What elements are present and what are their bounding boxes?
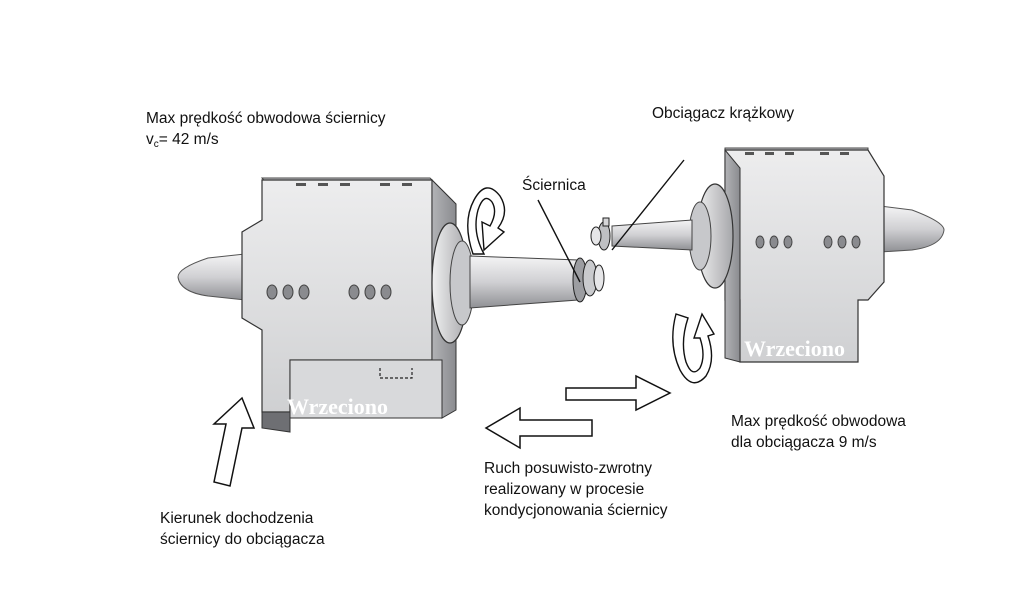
reciprocating-line1: Ruch posuwisto-zwrotny <box>484 460 652 477</box>
label-grinding-wheel <box>522 175 586 196</box>
max-speed-wheel-line1: Max prędkość obwodowa ściernicy <box>146 110 386 127</box>
approach-direction-arrow <box>214 398 254 486</box>
max-speed-wheel-value: = 42 m/s <box>158 131 219 148</box>
max-speed-wheel-v: v <box>146 131 154 148</box>
wheel-rotation-arrow <box>468 188 505 254</box>
reciprocating-line3: kondycjonowania ściernicy <box>484 502 668 519</box>
grinding-wheel-label-text: Ściernica <box>522 177 586 194</box>
label-approach-direction <box>160 508 325 550</box>
dresser-label-text: Obciągacz krążkowy <box>652 105 795 122</box>
label-max-speed-wheel <box>146 108 386 152</box>
left-housing-shadow <box>262 412 290 432</box>
max-speed-wheel-line2 <box>146 129 386 152</box>
max-speed-dresser-line1: Max prędkość obwodowa <box>731 413 906 430</box>
reciprocating-line2: realizowany w procesie <box>484 481 645 498</box>
right-nose-cone <box>880 206 944 252</box>
right-spindle <box>591 148 944 362</box>
reciprocating-arrow-left <box>486 408 592 448</box>
grinding-wheel <box>573 258 604 302</box>
left-spindle-label: Wrzeciono <box>287 394 389 419</box>
disc-dresser <box>591 218 610 250</box>
reciprocating-arrow-right <box>566 376 670 410</box>
dresser-rotation-arrow <box>673 314 714 383</box>
approach-line2: ściernicy do obciągacza <box>160 531 325 548</box>
left-nose-cone <box>178 254 245 300</box>
label-dresser <box>652 103 794 124</box>
label-max-speed-dresser <box>731 411 906 453</box>
left-spindle <box>178 178 604 432</box>
left-shaft <box>470 256 578 308</box>
right-housing-front <box>725 150 884 362</box>
max-speed-wheel-subscript: c <box>153 139 159 150</box>
max-speed-dresser-line2: dla obciągacza 9 m/s <box>731 434 877 451</box>
approach-line1: Kierunek dochodzenia <box>160 510 314 527</box>
right-spindle-label: Wrzeciono <box>744 336 846 361</box>
label-reciprocating-motion <box>484 458 668 521</box>
